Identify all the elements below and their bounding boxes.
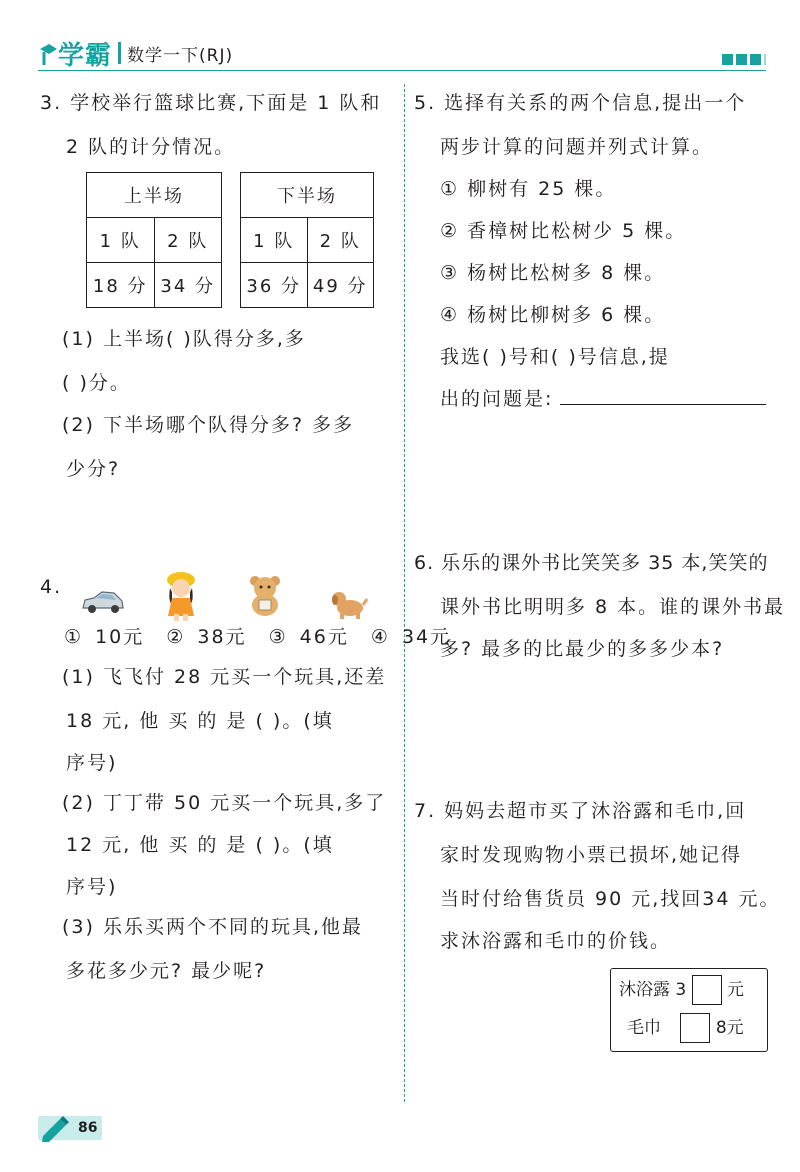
toy-price-label: ① 10元	[64, 626, 145, 648]
q5-line2: 两步计算的问题并列式计算。	[440, 136, 714, 158]
q7-line1: 7. 妈妈去超市买了沐浴露和毛巾,回	[414, 800, 747, 822]
q4-part2-line3: 序号)	[66, 876, 118, 898]
q7-line4: 求沐浴露和毛巾的价钱。	[440, 930, 672, 952]
q5-choose-line: 我选( )号和( )号信息,提	[440, 346, 670, 368]
q4-part3-line2: 多花多少元? 最少呢?	[66, 960, 267, 982]
q5-question-label: 出的问题是:	[440, 388, 554, 410]
receipt-row-towel	[627, 1013, 744, 1043]
missing-digit-box[interactable]	[680, 1013, 710, 1043]
column-divider	[404, 84, 405, 1102]
pencil-icon	[40, 1114, 70, 1142]
table-header: 1 队	[241, 218, 308, 263]
table-cell: 34 分	[154, 263, 222, 308]
q4-number: 4.	[40, 576, 63, 598]
header-square	[736, 54, 747, 65]
header-square	[722, 54, 733, 65]
q3-part1-line2: ( )分。	[62, 372, 131, 394]
q3-line2: 2 队的计分情况。	[66, 136, 236, 158]
receipt-item-label: 毛巾	[627, 1018, 661, 1038]
mortarboard-icon	[38, 39, 58, 67]
table-cell: 49 分	[307, 263, 374, 308]
q3-part1-line1: (1) 上半场( )队得分多,多	[62, 328, 306, 350]
q3-table-second-half	[240, 172, 374, 308]
q3-line1: 3. 学校举行篮球比赛,下面是 1 队和	[40, 92, 382, 114]
receipt-row-shower-gel	[619, 975, 744, 1005]
missing-digit-box[interactable]	[692, 975, 722, 1005]
table-header: 2 队	[307, 218, 374, 263]
brand-separator	[118, 42, 121, 64]
q4-part2-line1: (2) 丁丁带 50 元买一个玩具,多了	[62, 792, 387, 814]
q6-line2: 课外书比明明多 8 本。谁的课外书最	[440, 596, 786, 618]
table-cell: 36 分	[241, 263, 308, 308]
receipt-item-unit: 元	[727, 980, 745, 1000]
q3-table-first-half	[86, 172, 222, 308]
q7-line2: 家时发现购物小票已损坏,她记得	[440, 844, 743, 866]
toy-price-label: ④ 34元	[370, 626, 452, 648]
teddy-bear-icon	[246, 574, 284, 618]
header-square	[764, 54, 766, 65]
q4-part1-line3: 序号)	[66, 752, 118, 774]
q3-part2-line1: (2) 下半场哪个队得分多? 多多	[62, 414, 355, 436]
header-rule	[38, 70, 766, 71]
toy-price-label: ② 38元	[166, 626, 247, 648]
q7-line3: 当时付给售货员 90 元,找回34 元。	[440, 888, 781, 910]
q5-answer-line[interactable]	[560, 404, 766, 405]
q7-receipt	[610, 968, 768, 1052]
doll-icon	[160, 570, 202, 622]
q4-part2-line2: 12 元, 他 买 的 是 ( )。(填	[66, 834, 334, 856]
book-subtitle: 数学一下(RJ)	[127, 45, 234, 66]
table-title: 下半场	[241, 173, 374, 218]
receipt-item-label: 沐浴露 3	[619, 980, 687, 1000]
q5-line1: 5. 选择有关系的两个信息,提出一个	[414, 92, 747, 114]
table-header: 2 队	[154, 218, 222, 263]
receipt-item-unit: 8元	[715, 1018, 744, 1038]
page-number: 86	[78, 1120, 98, 1136]
header-brand	[38, 36, 233, 70]
table-title: 上半场	[87, 173, 222, 218]
brand-title: 学霸	[58, 40, 113, 71]
q4-part1-line2: 18 元, 他 买 的 是 ( )。(填	[66, 710, 334, 732]
table-header: 1 队	[87, 218, 155, 263]
toy-dog-icon	[330, 588, 368, 620]
q4-part3-line1: (3) 乐乐买两个不同的玩具,他最	[62, 916, 363, 938]
table-cell: 18 分	[87, 263, 155, 308]
q5-info2: ② 香樟树比松树少 5 棵。	[440, 220, 687, 242]
q3-part2-line2: 少分?	[66, 458, 121, 480]
toy-car-icon	[80, 588, 126, 616]
q5-info1: ① 柳树有 25 棵。	[440, 178, 617, 200]
q6-line3: 多? 最多的比最少的多多少本?	[440, 638, 725, 660]
q4-part1-line1: (1) 飞飞付 28 元买一个玩具,还差	[62, 666, 387, 688]
toy-price-label: ③ 46元	[268, 626, 349, 648]
header-square	[750, 54, 761, 65]
q5-info3: ③ 杨树比松树多 8 棵。	[440, 262, 666, 284]
q5-info4: ④ 杨树比柳树多 6 棵。	[440, 304, 666, 326]
q6-line1: 6. 乐乐的课外书比笑笑多 35 本,笑笑的	[414, 552, 769, 574]
q4-toy-prices	[64, 622, 451, 649]
